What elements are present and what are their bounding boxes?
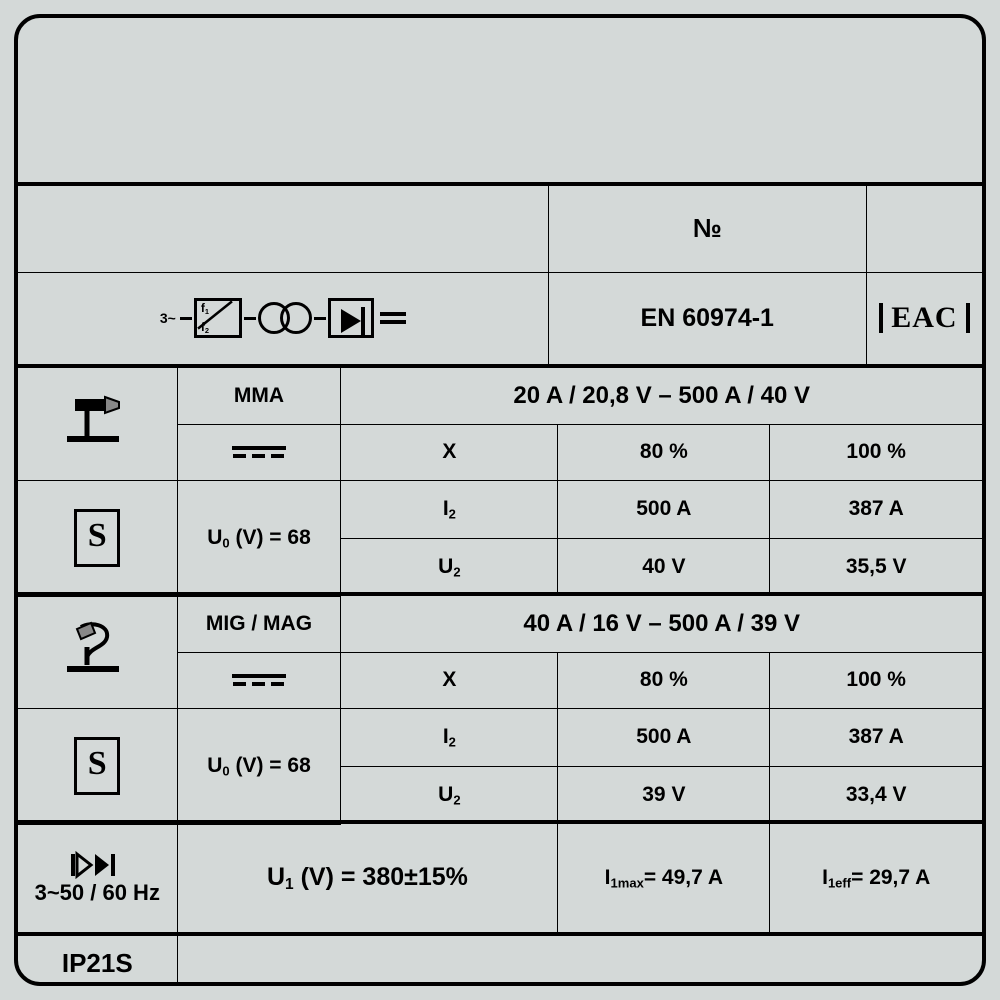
number-symbol: № [692,213,722,244]
mains-voltage-cell [177,824,558,932]
mig-u2-col1: 39 V [642,783,686,807]
mma-ocv: $U_0$ (V) = 68 [207,525,311,551]
mains-i1eff: $I_{1eff}= 29,7$ A [822,865,931,891]
mig-u2-param-cell [341,766,558,824]
mig-i2-col2: 387 A [848,725,904,748]
mig-section [18,596,982,824]
mma-u2-param: $U_2$ [438,555,461,580]
wire-segment-3 [314,317,326,320]
mig-ocv-cell [177,708,341,824]
mig-u2-col1-cell [558,766,770,824]
ident-blank-cell-2 [866,186,982,272]
inverter-box-icon [194,298,242,338]
frequency-out-label: $f_2$ [200,320,209,335]
mig-i2-col1: 500 A [636,725,692,748]
mig-torch-icon [57,617,137,687]
dc-output-icon [380,312,406,324]
mma-i2-col1: 500 A [636,497,692,520]
mains-voltage: $U_1$ (V) = 380±15% [266,862,468,893]
mig-range-cell [341,596,982,652]
inverter-symbol-cell [18,272,548,364]
safety-s-icon: S [74,509,120,567]
mig-process-label-cell [177,596,341,652]
ip-rating: IP21S [61,947,133,978]
mains-i1eff-cell [770,824,982,932]
mma-i2-col2-cell [770,480,982,538]
mma-ocv-cell [177,480,341,596]
mig-u2-col2-cell [770,766,982,824]
mains-section [18,824,982,936]
blank-header-band [18,18,982,186]
wire-segment-2 [244,317,256,320]
mma-u2-col2: 35,5 V [845,555,907,579]
mma-range: 20 A / 20,8 V – 500 A / 40 V [513,381,811,409]
ip-rating-cell [18,936,177,986]
protection-section [18,936,982,986]
electrode-holder-icon [57,389,137,459]
mma-u2-col2-cell [770,538,982,596]
mma-safety-symbol-cell [18,480,177,596]
mig-duty-col2-cell [770,652,982,708]
inverter-diagram [18,273,548,364]
mma-process-label-cell [177,368,341,424]
eac-mark: EAC [885,301,963,335]
mig-duty-col1: 80 % [639,668,688,691]
mma-duty-col1: 80 % [639,440,688,463]
mains-frequency: 3~50 / 60 Hz [34,880,160,905]
mma-i2-param: $I_2$ [442,496,456,522]
mig-u2-col2: 33,4 V [845,783,907,807]
mma-dc-symbol-cell [177,424,341,480]
mig-i2-col1-cell [558,708,770,766]
mma-i2-col2: 387 A [848,497,904,520]
dc-current-icon [232,446,286,458]
transformer-icon [258,302,312,334]
standard-cell [548,272,866,364]
mma-i2-param-cell [341,480,558,538]
rectifier-box-icon [328,298,374,338]
mig-process-icon-cell [18,596,177,708]
mig-range: 40 A / 16 V – 500 A / 39 V [523,609,801,637]
mma-duty-param: X [442,440,457,463]
mma-i2-col1-cell [558,480,770,538]
mma-u2-col1: 40 V [642,555,686,579]
mig-ocv: $U_0$ (V) = 68 [207,753,311,779]
mma-u2-col1-cell [558,538,770,596]
mma-duty-col2-cell [770,424,982,480]
mma-section [18,368,982,596]
number-symbol-cell [548,186,866,272]
mains-frequency-cell [18,824,177,932]
mains-i1max-cell [558,824,770,932]
mig-dc-symbol-cell [177,652,341,708]
mig-i2-param: $I_2$ [442,724,456,750]
mig-duty-param-cell [341,652,558,708]
certification-cell [866,272,982,364]
mma-range-cell [341,368,982,424]
frequency-in-label: $f_1$ [200,301,209,316]
dc-current-icon-2 [232,674,286,686]
ident-blank-cell [18,186,548,272]
ip-blank-cell [177,936,982,986]
wire-segment [180,317,192,320]
mma-duty-param-cell [341,424,558,480]
mma-process-icon-cell [18,368,177,480]
transformer-coil-2 [280,302,312,334]
mma-u2-param-cell [341,538,558,596]
mig-duty-param: X [442,668,457,691]
mma-duty-col1-cell [558,424,770,480]
mig-duty-col2: 100 % [846,668,906,691]
mig-i2-col2-cell [770,708,982,766]
mig-u2-param: $U_2$ [438,783,461,808]
mig-i2-param-cell [341,708,558,766]
mains-i1max: $I_{1max}= 49,7$ A [604,865,724,891]
mma-duty-col2: 100 % [846,440,906,463]
mma-process-label: MMA [233,383,285,407]
diode-icon [331,301,377,341]
mig-process-label: MIG / MAG [205,611,313,635]
identification-section [18,186,982,368]
standard-label: EN 60974-1 [640,303,774,332]
three-phase-input-icon [67,850,127,880]
mig-duty-col1-cell [558,652,770,708]
safety-s-icon-2: S [74,737,120,795]
mig-safety-symbol-cell [18,708,177,824]
rating-plate [14,14,986,986]
phase-label: 3~ [159,310,176,326]
